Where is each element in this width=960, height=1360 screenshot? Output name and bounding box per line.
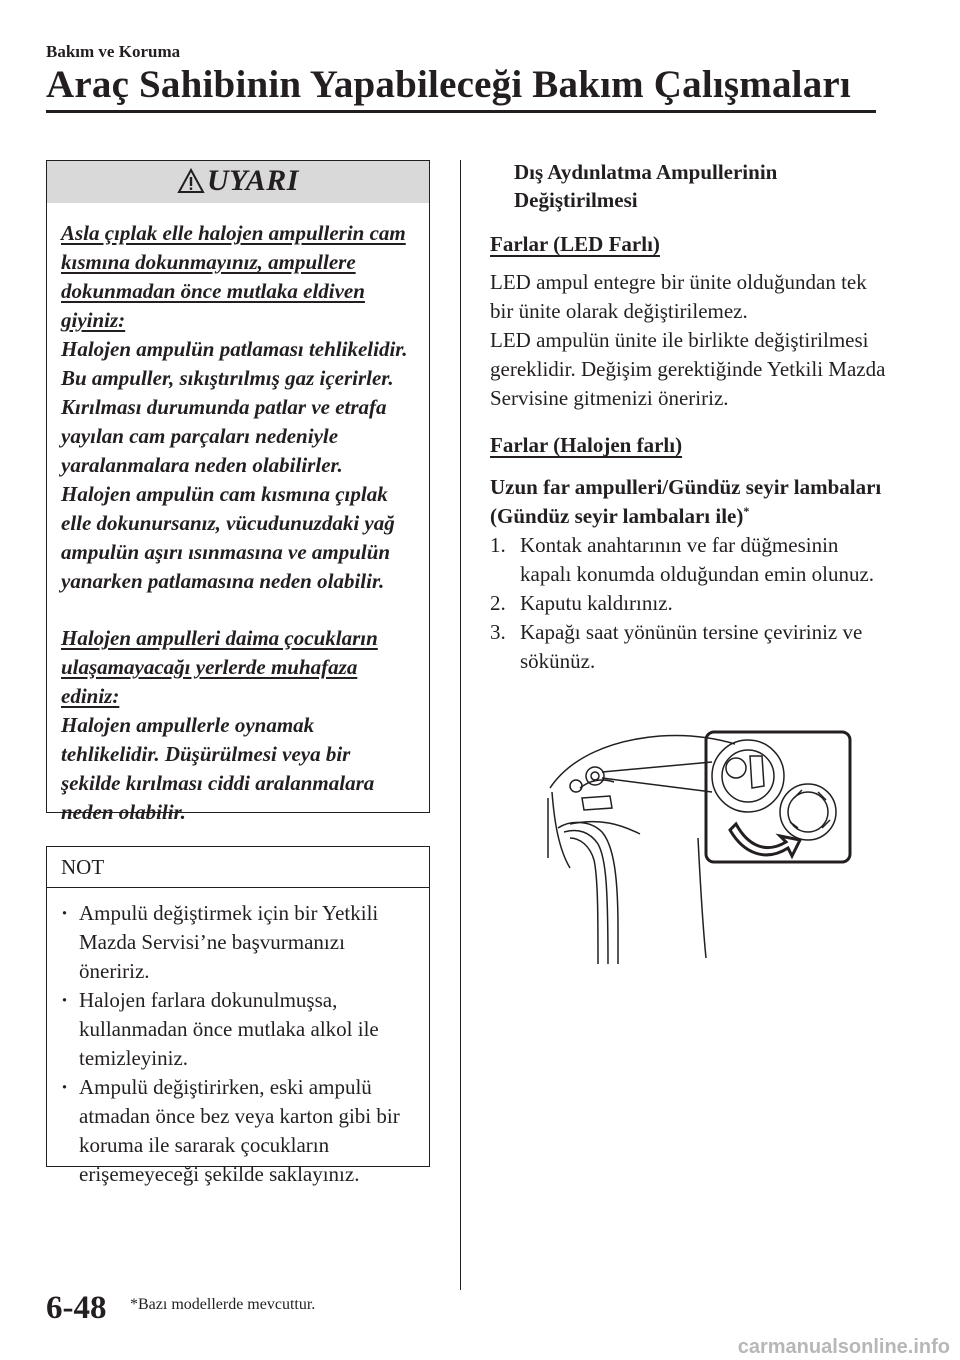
led-text-1: LED ampul entegre bir ünite olduğundan tek bir ünite olarak değiştirilemez. bbox=[490, 270, 867, 323]
note-title: NOT bbox=[61, 855, 105, 879]
warning-triangle-icon bbox=[177, 168, 205, 194]
warning-body bbox=[61, 219, 411, 827]
headlamp-cover-illustration bbox=[540, 728, 860, 968]
warning-text-3: Halojen ampullerle oynamak tehlikelidir. Düşürülmesi veya bir şekilde kırılması ciddi aralanmalara neden olabilir. bbox=[61, 713, 375, 824]
steps-list bbox=[490, 531, 890, 676]
halogen-heading: Farlar (Halojen farlı) bbox=[490, 433, 683, 457]
warning-text-1: Halojen ampulün patlaması tehlikelidir. Bu ampuller, sıkıştırılmış gaz içerirler. Kırılması durumunda patlar ve etrafa yayılan cam parçaları nedeniyle yaralanmalara neden olabilirler. bbox=[61, 337, 408, 477]
warning-box bbox=[46, 160, 430, 824]
warning-text-2: Halojen ampulün cam kısmına çıplak elle dokunursanız, vücudunuzdaki yağ ampulün aşırı ısınmasına ve ampulün yanarken patlamasına neden olabilir. bbox=[61, 482, 395, 593]
led-text-2: LED ampulün ünite ile birlikte değiştirilmesi gereklidir. Değişim gerektiğinde Yetkili Mazda Servisine gitmenizi öneririz. bbox=[490, 328, 886, 410]
step-item bbox=[490, 589, 890, 618]
step-item bbox=[490, 618, 890, 676]
step-text: Kapağı saat yönünün tersine çeviriniz ve sökünüz. bbox=[520, 620, 863, 673]
step-text: Kaputu kaldırınız. bbox=[520, 591, 673, 615]
page-number: 6-48 bbox=[46, 1290, 107, 1326]
footnote-marker: * bbox=[743, 504, 750, 518]
step-number: 2. bbox=[490, 591, 506, 615]
page-title: Araç Sahibinin Yapabileceği Bakım Çalışmaları bbox=[46, 63, 851, 106]
step-number: 1. bbox=[490, 533, 506, 557]
warning-header bbox=[47, 161, 429, 203]
step-text: Kontak anahtarının ve far düğmesinin kapalı konumda olduğundan emin olunuz. bbox=[520, 533, 875, 586]
warning-emphasis-1: Asla çıplak elle halojen ampullerin cam kısmına dokunmayınız, ampullere dokunmadan önce mutlaka eldiven giyiniz: bbox=[61, 221, 406, 332]
warning-title: UYARI bbox=[207, 164, 299, 197]
note-box bbox=[46, 846, 430, 1186]
note-list bbox=[59, 899, 419, 1189]
warning-emphasis-2: Halojen ampulleri daima çocukların ulaşamayacağı yerlerde muhafaza ediniz: bbox=[61, 626, 378, 708]
step-number: 3. bbox=[490, 620, 506, 644]
subheading: Dış Aydınlatma Ampullerinin Değiştirilmesi bbox=[514, 160, 778, 212]
section-label: Bakım ve Koruma bbox=[46, 42, 181, 61]
note-item: · Halojen farlara dokunulmuşsa, kullanmadan önce mutlaka alkol ile temizleyiniz. bbox=[59, 986, 419, 1073]
right-column bbox=[490, 158, 890, 676]
high-beam-heading-text: Uzun far ampulleri/Gündüz seyir lambaları (Gündüz seyir lambaları ile) bbox=[490, 475, 882, 528]
led-heading: Farlar (LED Farlı) bbox=[490, 232, 660, 256]
note-item: · Ampulü değiştirmek için bir Yetkili Mazda Servisi’ne başvurmanızı öneririz. bbox=[59, 899, 419, 986]
title-rule bbox=[46, 110, 876, 113]
column-divider bbox=[460, 160, 461, 1290]
note-divider bbox=[47, 887, 429, 888]
footnote: *Bazı modellerde mevcuttur. bbox=[130, 1296, 316, 1313]
step-item bbox=[490, 531, 890, 589]
note-item: · Ampulü değiştirirken, eski ampulü atmadan önce bez veya karton gibi bir koruma ile sararak çocukların erişemeyeceği şekilde saklayınız. bbox=[59, 1073, 419, 1189]
high-beam-heading bbox=[490, 473, 890, 531]
watermark: carmanualsonline.info bbox=[737, 1336, 950, 1358]
